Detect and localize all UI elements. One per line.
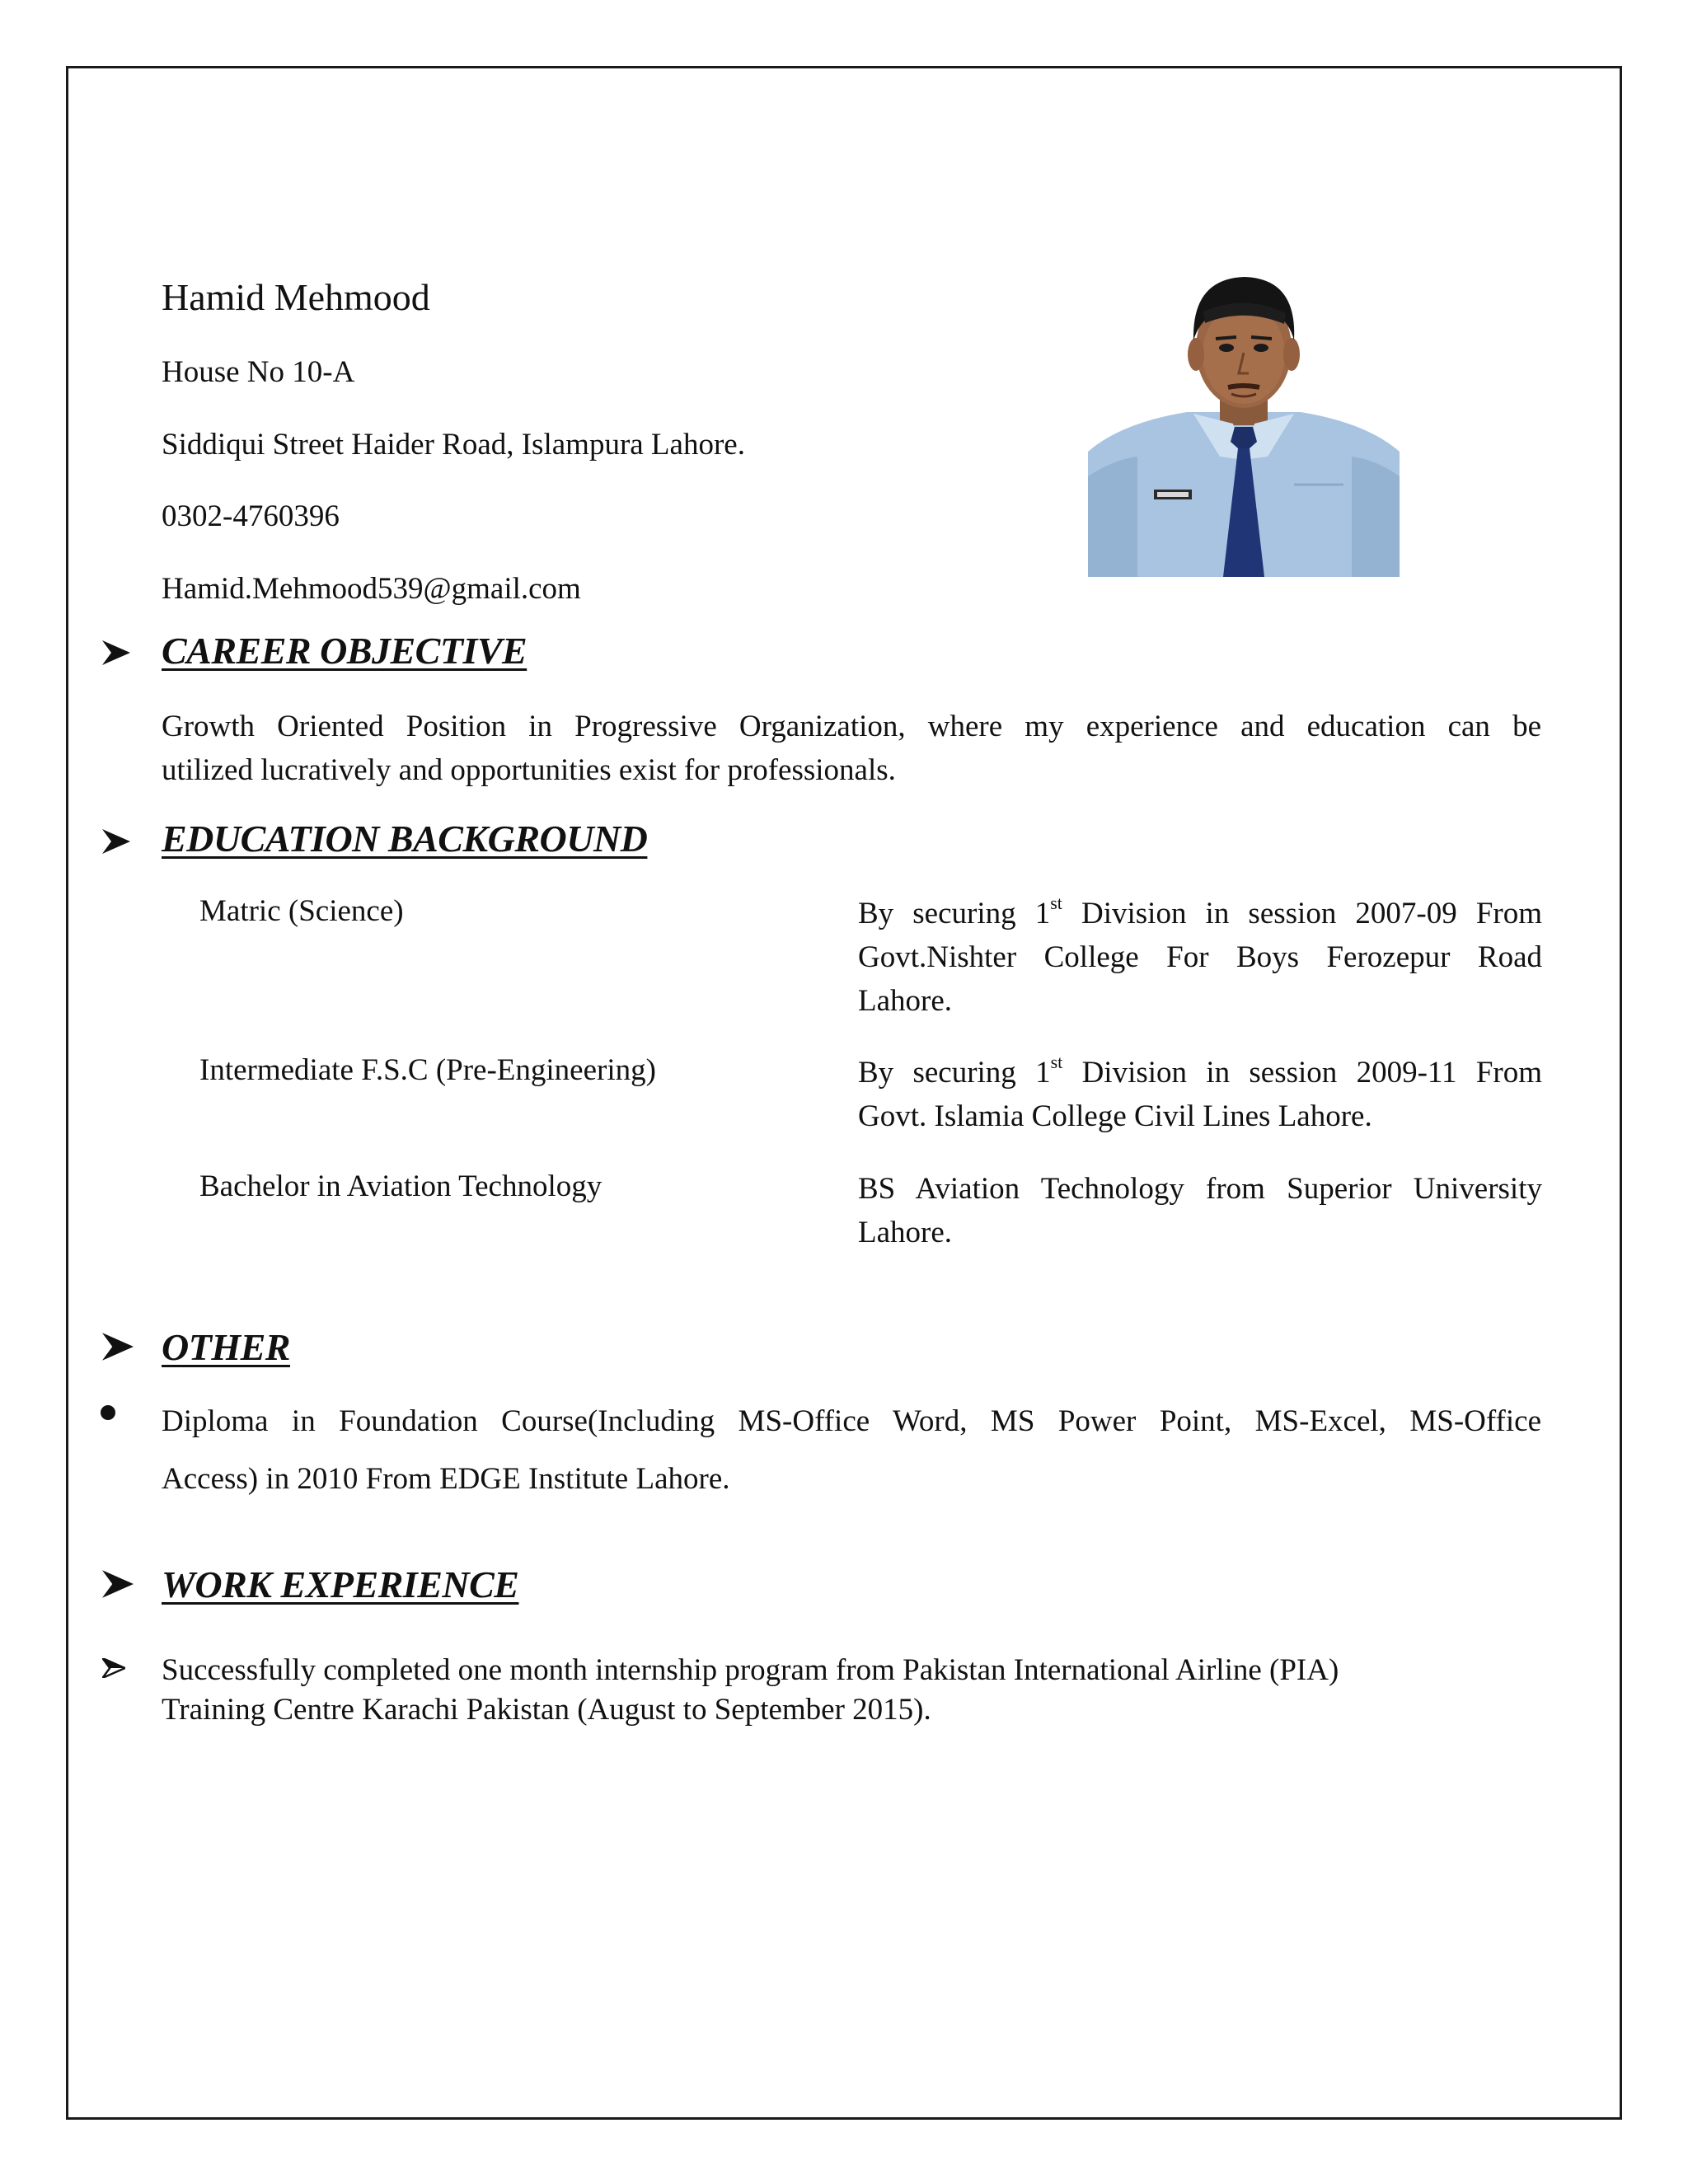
education-detail-line: BS Aviation Technology from Superior University [858,1172,1542,1206]
work-experience-item [162,1651,1339,1730]
address-line-1: House No 10-A [162,355,355,389]
career-objective-heading: CAREER OBJECTIVE [162,630,528,672]
education-detail-matric [858,892,1542,1023]
profile-photo [1088,262,1400,577]
other-item-line-1: Diploma in Foundation Course(Including MS-Office Word, MS Power Point, MS-Excel, MS-Office [162,1404,1541,1438]
career-objective-text [162,705,1541,792]
work-item-line-1: Successfully completed one month internship program from Pakistan International Airline (PIA) [162,1653,1339,1687]
detail-text: Division in session 2009-11 From [1062,1056,1543,1090]
education-background-heading: EDUCATION BACKGROUND [162,818,648,860]
detail-text: Division in session 2007-09 From [1062,897,1543,930]
education-detail-bachelor [858,1167,1542,1254]
education-detail-line: Lahore. [858,984,953,1018]
career-objective-line-2: utilized lucratively and opportunities exist for professionals. [162,753,896,787]
education-qualification-bachelor: Bachelor in Aviation Technology [199,1169,603,1203]
arrow-bullet-icon [102,640,130,665]
arrow-bullet-icon [102,1658,125,1678]
education-qualification-matric: Matric (Science) [199,894,404,928]
arrow-bullet-icon [102,1333,134,1361]
education-detail-line: Govt. Islamia College Civil Lines Lahore. [858,1099,1372,1133]
other-item-line-2: Access) in 2010 From EDGE Institute Lahore. [162,1462,730,1496]
education-detail-intermediate [858,1051,1542,1138]
ordinal-suffix: st [1050,892,1062,913]
detail-text: By securing 1 [858,897,1051,930]
education-detail-line: Govt.Nishter College For Boys Ferozepur Road [858,940,1542,974]
candidate-name: Hamid Mehmood [162,276,430,318]
career-objective-line-1: Growth Oriented Position in Progressive Organization, where my experience and education can be [162,710,1541,743]
education-detail-line [858,1051,1542,1094]
other-item-text [162,1393,1541,1508]
education-qualification-intermediate: Intermediate F.S.C (Pre-Engineering) [199,1053,656,1087]
detail-text: By securing 1 [858,1056,1051,1090]
arrow-bullet-icon [102,829,130,854]
address-line-2: Siddiqui Street Haider Road, Islampura Lahore. [162,428,745,462]
other-heading: OTHER [162,1326,290,1368]
email-address: Hamid.Mehmood539@gmail.com [162,572,581,606]
work-experience-heading: WORK EXPERIENCE [162,1563,519,1605]
education-detail-line [858,892,1542,935]
education-detail-line: Lahore. [858,1216,953,1249]
arrow-bullet-icon [102,1570,134,1598]
work-item-line-2: Training Centre Karachi Pakistan (August to September 2015). [162,1693,931,1727]
phone-number: 0302-4760396 [162,499,340,533]
ordinal-suffix: st [1050,1051,1063,1072]
bullet-dot-icon [101,1405,115,1420]
